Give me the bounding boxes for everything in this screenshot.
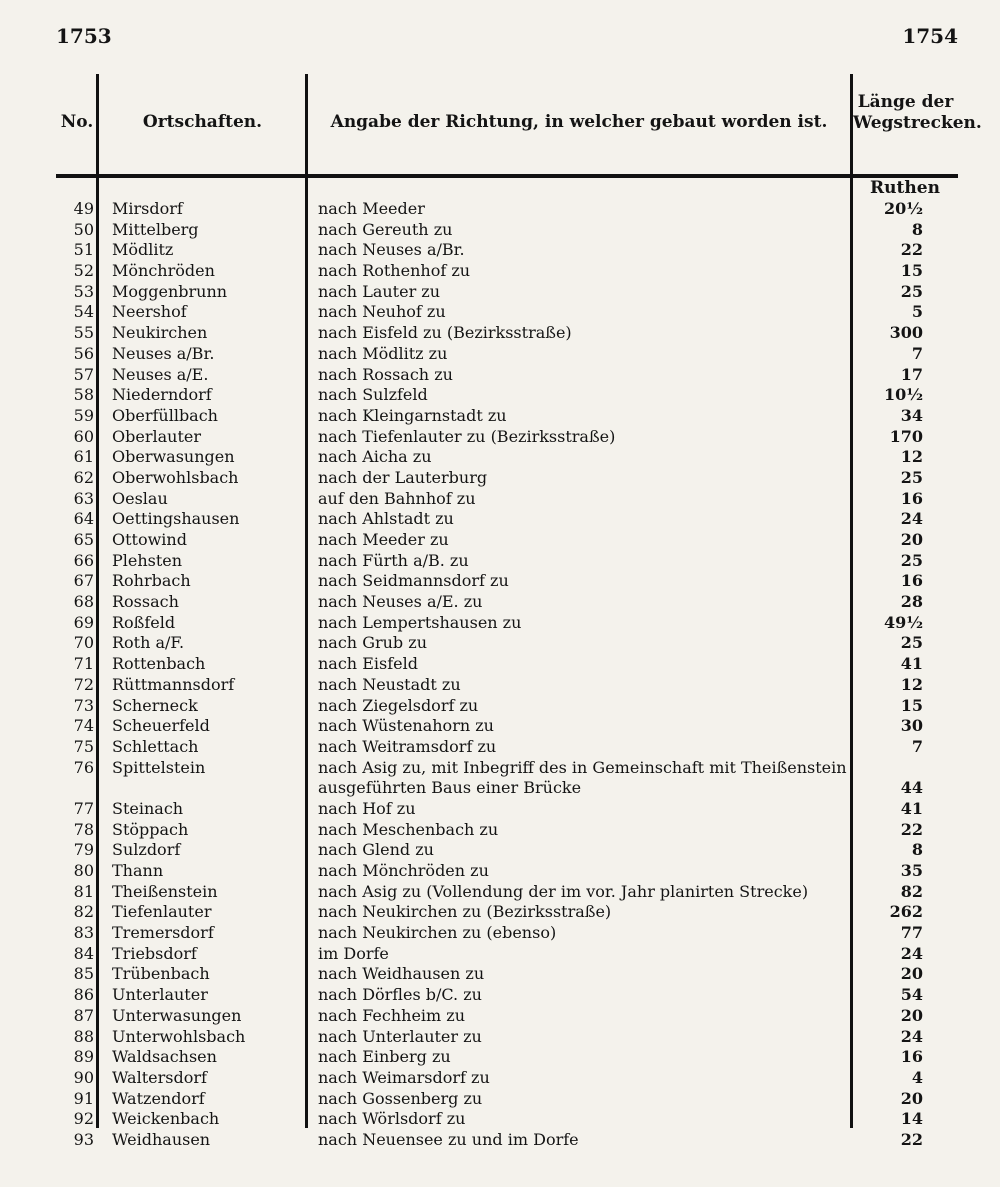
row-number: 92 [73, 1109, 94, 1129]
header-place: Ortschaften. [142, 112, 263, 132]
table-row [0, 344, 1000, 365]
place-name: Neuses a/E. [112, 364, 209, 384]
length-value: 20 [900, 1088, 923, 1108]
length-value: 7 [911, 343, 923, 363]
table-row [0, 592, 1000, 613]
direction-text: nach Hof zu [318, 798, 416, 818]
length-value: 41 [900, 654, 923, 674]
direction-text: nach der Lauterburg [318, 467, 488, 487]
table-row [0, 220, 1000, 241]
length-value: 54 [900, 985, 923, 1005]
place-name: Rossach [112, 592, 179, 612]
row-number: 73 [73, 695, 94, 715]
length-value: 20 [900, 964, 923, 984]
row-number: 81 [73, 881, 94, 901]
table-row [0, 1027, 1000, 1048]
direction-text: nach Eisfeld zu (Bezirksstraße) [318, 323, 572, 343]
direction-text: nach Asig zu, mit Inbegriff des in Gemeinschaft mit Theißenstein ausgeführten Baus einer Brücke [318, 757, 847, 798]
length-value: 8 [911, 219, 923, 239]
table-row [0, 1068, 1000, 1089]
header-length: Länge der Wegstrecken. [853, 92, 982, 133]
table-row [0, 282, 1000, 303]
place-name: Mirsdorf [112, 199, 183, 218]
direction-text: nach Eisfeld [318, 654, 418, 674]
direction-text: nach Lauter zu [318, 281, 441, 301]
direction-text: nach Ziegelsdorf zu [318, 695, 479, 715]
length-value: 28 [900, 592, 923, 612]
length-value: 25 [900, 467, 923, 487]
direction-text: nach Gossenberg zu [318, 1088, 483, 1108]
place-name: Ottowind [112, 530, 187, 549]
table-row [0, 944, 1000, 965]
length-value: 16 [900, 488, 923, 508]
direction-text: nach Weimarsdorf zu [318, 1067, 490, 1087]
place-name: Oberlauter [112, 426, 201, 446]
row-number: 86 [73, 985, 94, 1005]
row-number: 87 [73, 1005, 94, 1025]
direction-text: nach Neuhof zu [318, 302, 446, 322]
table-row [0, 840, 1000, 861]
table-row [0, 675, 1000, 696]
table-row [0, 861, 1000, 882]
row-number: 84 [73, 943, 94, 963]
unit-label: Ruthen [870, 178, 940, 198]
length-value: 300 [889, 323, 923, 343]
place-name: Neuses a/Br. [112, 343, 215, 363]
direction-text: nach Aicha zu [318, 447, 432, 467]
direction-text: nach Sulzfeld [318, 385, 428, 405]
row-number: 63 [73, 488, 94, 508]
length-value: 24 [900, 1026, 923, 1046]
length-value: 14 [900, 1109, 923, 1129]
table-row [0, 923, 1000, 944]
table-body [0, 199, 1000, 1151]
row-number: 85 [73, 964, 94, 984]
direction-text: nach Wörlsdorf zu [318, 1109, 466, 1129]
place-name: Steinach [112, 798, 184, 818]
direction-text: nach Fechheim zu [318, 1005, 466, 1025]
table-row [0, 427, 1000, 448]
place-name: Mittelberg [112, 219, 199, 239]
row-number: 53 [73, 281, 94, 301]
direction-text: nach Neukirchen zu (ebenso) [318, 923, 557, 943]
row-number: 66 [73, 550, 94, 570]
row-number: 74 [73, 716, 94, 736]
length-value: 15 [900, 261, 923, 281]
length-value: 49½ [884, 612, 923, 632]
table-row [0, 447, 1000, 468]
row-number: 68 [73, 592, 94, 612]
direction-text: nach Ahlstadt zu [318, 509, 454, 529]
place-name: Oettingshausen [112, 509, 240, 529]
place-name: Scherneck [112, 695, 198, 715]
row-number: 79 [73, 840, 94, 860]
length-value: 20 [900, 1005, 923, 1025]
table-row [0, 820, 1000, 841]
length-value: 12 [900, 447, 923, 467]
length-value: 35 [900, 861, 923, 881]
table-row [0, 261, 1000, 282]
header-rule [56, 174, 958, 178]
place-name: Unterwohlsbach [112, 1026, 246, 1046]
length-value: 5 [911, 302, 923, 322]
length-value: 20 [900, 530, 923, 549]
place-name: Theißenstein [112, 881, 218, 901]
table-row [0, 406, 1000, 427]
table-row [0, 468, 1000, 489]
header-direction: Angabe der Richtung, in welcher gebaut worden ist. [330, 112, 828, 132]
place-name: Sulzdorf [112, 840, 181, 860]
table-row [0, 1130, 1000, 1151]
row-number: 80 [73, 861, 94, 881]
direction-text: nach Gereuth zu [318, 219, 453, 239]
length-value: 82 [900, 881, 923, 901]
table-row [0, 882, 1000, 903]
length-value: 24 [900, 943, 923, 963]
length-value: 24 [900, 509, 923, 529]
length-value: 7 [911, 736, 923, 756]
row-number: 49 [73, 199, 94, 218]
table-row [0, 696, 1000, 717]
row-number: 60 [73, 426, 94, 446]
direction-text: nach Neuensee zu und im Dorfe [318, 1129, 579, 1149]
direction-text: nach Mönchröden zu [318, 861, 489, 881]
length-value: 17 [900, 364, 923, 384]
place-name: Tiefenlauter [112, 902, 212, 922]
table-row [0, 1109, 1000, 1130]
place-name: Oeslau [112, 488, 168, 508]
row-number: 72 [73, 674, 94, 694]
row-number: 56 [73, 343, 94, 363]
place-name: Rohrbach [112, 571, 191, 591]
table-row [0, 365, 1000, 386]
table-row [0, 530, 1000, 551]
table-row [0, 240, 1000, 261]
place-name: Rottenbach [112, 654, 206, 674]
length-value: 30 [900, 716, 923, 736]
table-row [0, 509, 1000, 530]
place-name: Weidhausen [112, 1129, 211, 1149]
row-number: 59 [73, 405, 94, 425]
direction-text: im Dorfe [318, 943, 389, 963]
direction-text: nach Neuses a/E. zu [318, 592, 483, 612]
row-number: 75 [73, 736, 94, 756]
place-name: Schlettach [112, 736, 199, 756]
direction-text: auf den Bahnhof zu [318, 488, 476, 508]
table-row [0, 1006, 1000, 1027]
row-number: 90 [73, 1067, 94, 1087]
direction-text: nach Meschenbach zu [318, 819, 499, 839]
place-name: Oberfüllbach [112, 405, 218, 425]
length-value: 15 [900, 695, 923, 715]
length-value: 170 [889, 426, 923, 446]
direction-text: nach Seidmannsdorf zu [318, 571, 509, 591]
direction-text: nach Grub zu [318, 633, 427, 653]
place-name: Rüttmannsdorf [112, 674, 235, 694]
place-name: Unterwasungen [112, 1005, 242, 1025]
row-number: 64 [73, 509, 94, 529]
table-row [0, 385, 1000, 406]
direction-text: nach Lempertshausen zu [318, 612, 522, 632]
length-value: 10½ [884, 385, 923, 405]
direction-text: nach Meeder zu [318, 530, 449, 549]
direction-text: nach Glend zu [318, 840, 434, 860]
table-row [0, 758, 1000, 799]
row-number: 88 [73, 1026, 94, 1046]
place-name: Thann [112, 861, 164, 881]
table-row [0, 985, 1000, 1006]
length-value: 25 [900, 281, 923, 301]
row-number: 82 [73, 902, 94, 922]
place-name: Weickenbach [112, 1109, 220, 1129]
row-number: 93 [73, 1129, 94, 1149]
direction-text: nach Weitramsdorf zu [318, 736, 497, 756]
direction-text: nach Rossach zu [318, 364, 453, 384]
table-row [0, 302, 1000, 323]
row-number: 51 [73, 240, 94, 260]
table-row [0, 1047, 1000, 1068]
place-name: Oberwohlsbach [112, 467, 239, 487]
row-number: 76 [73, 757, 94, 777]
direction-text: nach Weidhausen zu [318, 964, 485, 984]
direction-text: nach Tiefenlauter zu (Bezirksstraße) [318, 426, 616, 446]
table-row [0, 902, 1000, 923]
row-number: 91 [73, 1088, 94, 1108]
row-number: 89 [73, 1047, 94, 1067]
place-name: Mödlitz [112, 240, 174, 260]
table-row [0, 633, 1000, 654]
place-name: Spittelstein [112, 757, 206, 777]
length-value: 22 [900, 819, 923, 839]
place-name: Stöppach [112, 819, 189, 839]
table-row [0, 654, 1000, 675]
table-row [0, 716, 1000, 737]
table-row [0, 1089, 1000, 1110]
row-number: 62 [73, 467, 94, 487]
direction-text: nach Kleingarnstadt zu [318, 405, 507, 425]
row-number: 54 [73, 302, 94, 322]
direction-text: nach Fürth a/B. zu [318, 550, 469, 570]
row-number: 77 [73, 798, 94, 818]
row-number: 52 [73, 261, 94, 281]
row-number: 55 [73, 323, 94, 343]
direction-text: nach Mödlitz zu [318, 343, 448, 363]
header-no: No. [60, 112, 94, 132]
place-name: Neershof [112, 302, 187, 322]
length-value: 12 [900, 674, 923, 694]
direction-text: nach Rothenhof zu [318, 261, 471, 281]
place-name: Trübenbach [112, 964, 210, 984]
table-row [0, 613, 1000, 634]
row-number: 69 [73, 612, 94, 632]
table-row [0, 489, 1000, 510]
table-row [0, 964, 1000, 985]
place-name: Triebsdorf [112, 943, 197, 963]
table-row [0, 323, 1000, 344]
length-value: 25 [900, 550, 923, 570]
length-value: 44 [900, 778, 923, 798]
page-number-right: 1754 [902, 24, 958, 48]
place-name: Moggenbrunn [112, 281, 228, 301]
place-name: Roth a/F. [112, 633, 185, 653]
row-number: 71 [73, 654, 94, 674]
table-row [0, 551, 1000, 572]
row-number: 50 [73, 219, 94, 239]
place-name: Roßfeld [112, 612, 176, 632]
page-number-left: 1753 [56, 24, 112, 48]
row-number: 61 [73, 447, 94, 467]
length-value: 20½ [884, 199, 923, 218]
direction-text: nach Unterlauter zu [318, 1026, 482, 1046]
direction-text: nach Meeder [318, 199, 425, 218]
direction-text: nach Wüstenahorn zu [318, 716, 494, 736]
place-name: Scheuerfeld [112, 716, 210, 736]
row-number: 70 [73, 633, 94, 653]
length-value: 262 [889, 902, 923, 922]
row-number: 65 [73, 530, 94, 549]
length-value: 77 [900, 923, 923, 943]
place-name: Watzendorf [112, 1088, 205, 1108]
row-number: 58 [73, 385, 94, 405]
place-name: Waldsachsen [112, 1047, 217, 1067]
table-row [0, 737, 1000, 758]
row-number: 57 [73, 364, 94, 384]
length-value: 25 [900, 633, 923, 653]
length-value: 4 [911, 1067, 923, 1087]
length-value: 22 [900, 1129, 923, 1149]
length-value: 8 [911, 840, 923, 860]
direction-text: nach Asig zu (Vollendung der im vor. Jahr planirten Strecke) [318, 881, 809, 901]
place-name: Niederndorf [112, 385, 212, 405]
row-number: 78 [73, 819, 94, 839]
length-value: 16 [900, 571, 923, 591]
place-name: Unterlauter [112, 985, 208, 1005]
direction-text: nach Neukirchen zu (Bezirksstraße) [318, 902, 612, 922]
length-value: 16 [900, 1047, 923, 1067]
place-name: Oberwasungen [112, 447, 235, 467]
row-number: 67 [73, 571, 94, 591]
place-name: Neukirchen [112, 323, 208, 343]
place-name: Mönchröden [112, 261, 215, 281]
row-number: 83 [73, 923, 94, 943]
table-row [0, 199, 1000, 220]
length-value: 34 [900, 405, 923, 425]
direction-text: nach Einberg zu [318, 1047, 451, 1067]
table-row [0, 571, 1000, 592]
direction-text: nach Neustadt zu [318, 674, 461, 694]
length-value: 22 [900, 240, 923, 260]
direction-text: nach Dörfles b/C. zu [318, 985, 482, 1005]
place-name: Plehsten [112, 550, 183, 570]
place-name: Waltersdorf [112, 1067, 207, 1087]
length-value: 41 [900, 798, 923, 818]
place-name: Tremersdorf [112, 923, 214, 943]
direction-text: nach Neuses a/Br. [318, 240, 465, 260]
table-row [0, 799, 1000, 820]
